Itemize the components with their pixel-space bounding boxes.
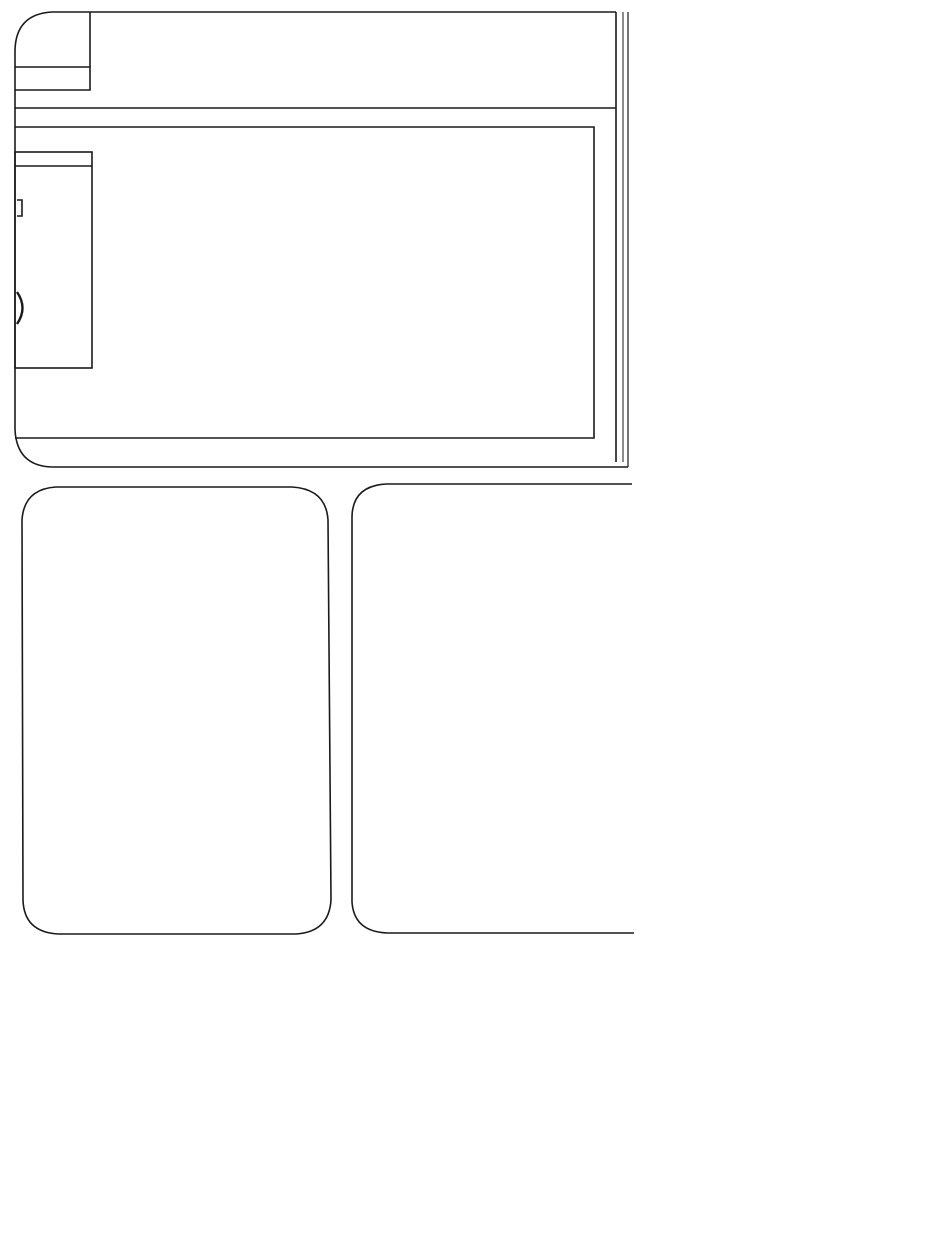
italian-text-panel bbox=[369, 507, 634, 555]
french-text-panel bbox=[42, 509, 322, 557]
